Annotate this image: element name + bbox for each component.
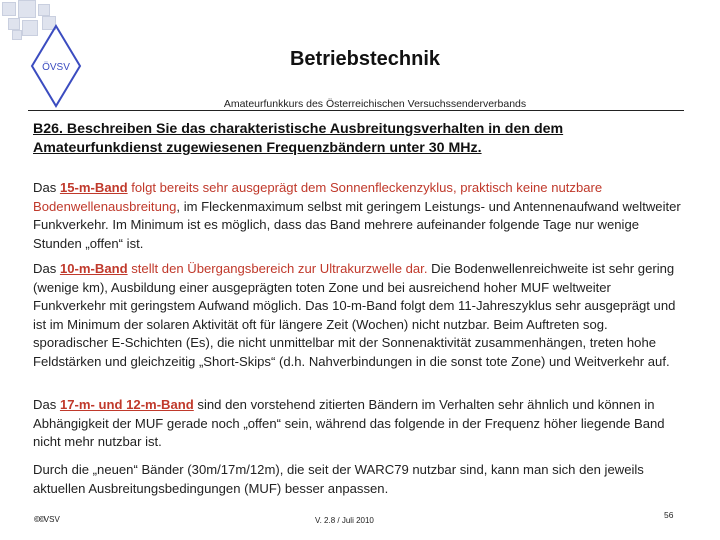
band-15m: 15-m-Band	[59, 180, 128, 195]
page-title: Betriebstechnik	[289, 48, 441, 70]
logo-text: ÖVSV	[42, 62, 70, 73]
paragraph-15m: Das 15-m-Band folgt bereits sehr ausgeprägt dem Sonnenfleckenzyklus, praktisch keine nutzbare Bodenwellenausbreitung, im Fleckenmaximum selbst mit geringem Leistungs- und Antennenaufwand weltweiter Funkverkehr. Im Minimum ist es möglich, dass das Band mehrere aufeinander folgende Tage nur wenige Stunden „offen“ ist.	[33, 180, 681, 251]
oevsv-logo	[30, 24, 82, 108]
paragraph-warc: Durch die „neuen“ Bänder (30m/17m/12m), die seit der WARC79 nutzbar sind, kann man sich den jeweils aktuellen Ausbreitungsbedingungen (MUF) besser anpassen.	[33, 462, 644, 496]
band-10m: 10-m-Band	[59, 261, 128, 276]
footer-copyright: ©©VSV	[34, 515, 60, 524]
band-17m-12m: 17-m- und 12-m-Band	[59, 397, 194, 412]
page-number: 56	[664, 510, 674, 520]
footer-version: V. 2.8 / Juli 2010	[315, 516, 374, 525]
header-divider	[28, 110, 684, 111]
page-subtitle: Amateurfunkkurs des Österreichischen Versuchssenderverbands	[223, 98, 527, 110]
question-heading: B26. Beschreiben Sie das charakteristische Ausbreitungsverhalten in den dem Amateurfunkdienst zugewiesenen Frequenzbändern unter 30 MHz.	[33, 121, 564, 156]
paragraph-10m: Das 10-m-Band stellt den Übergangsbereich zur Ultrakurzwelle dar. Die Bodenwellenreichweite ist sehr gering (wenige km), Ausbildung einer ausgeprägten toten Zone und bei ausreichend hoher MUF weltweiter Funkverkehr mit geringstem Aufwand möglich. Das 10-m-Band folgt dem 11-Jahreszyklus sehr ausgeprägt und ist im Minimum der solaren Aktivität oft für längere Zeit (Wochen) nicht nutzbar. Beim Auftreten sog. sporadischer E-Schichten (Es), die nicht unmittelbar mit der Sonnenaktivität zusammenhängen, treten hohe Feldstärken und gleichzeitig „Short-Skips“ (d.h. Nahverbindungen in die sonst tote Zone) und Weitverkehr auf.	[33, 261, 676, 369]
paragraph-17m-12m: Das 17-m- und 12-m-Band sind den vorstehend zitierten Bändern im Verhalten sehr ähnlich und können in Abhängigkeit der MUF gerade noch „offen“ sein, während das folgende in der Frequenz höher liegende Band nicht mehr nutzbar ist.	[33, 397, 665, 450]
